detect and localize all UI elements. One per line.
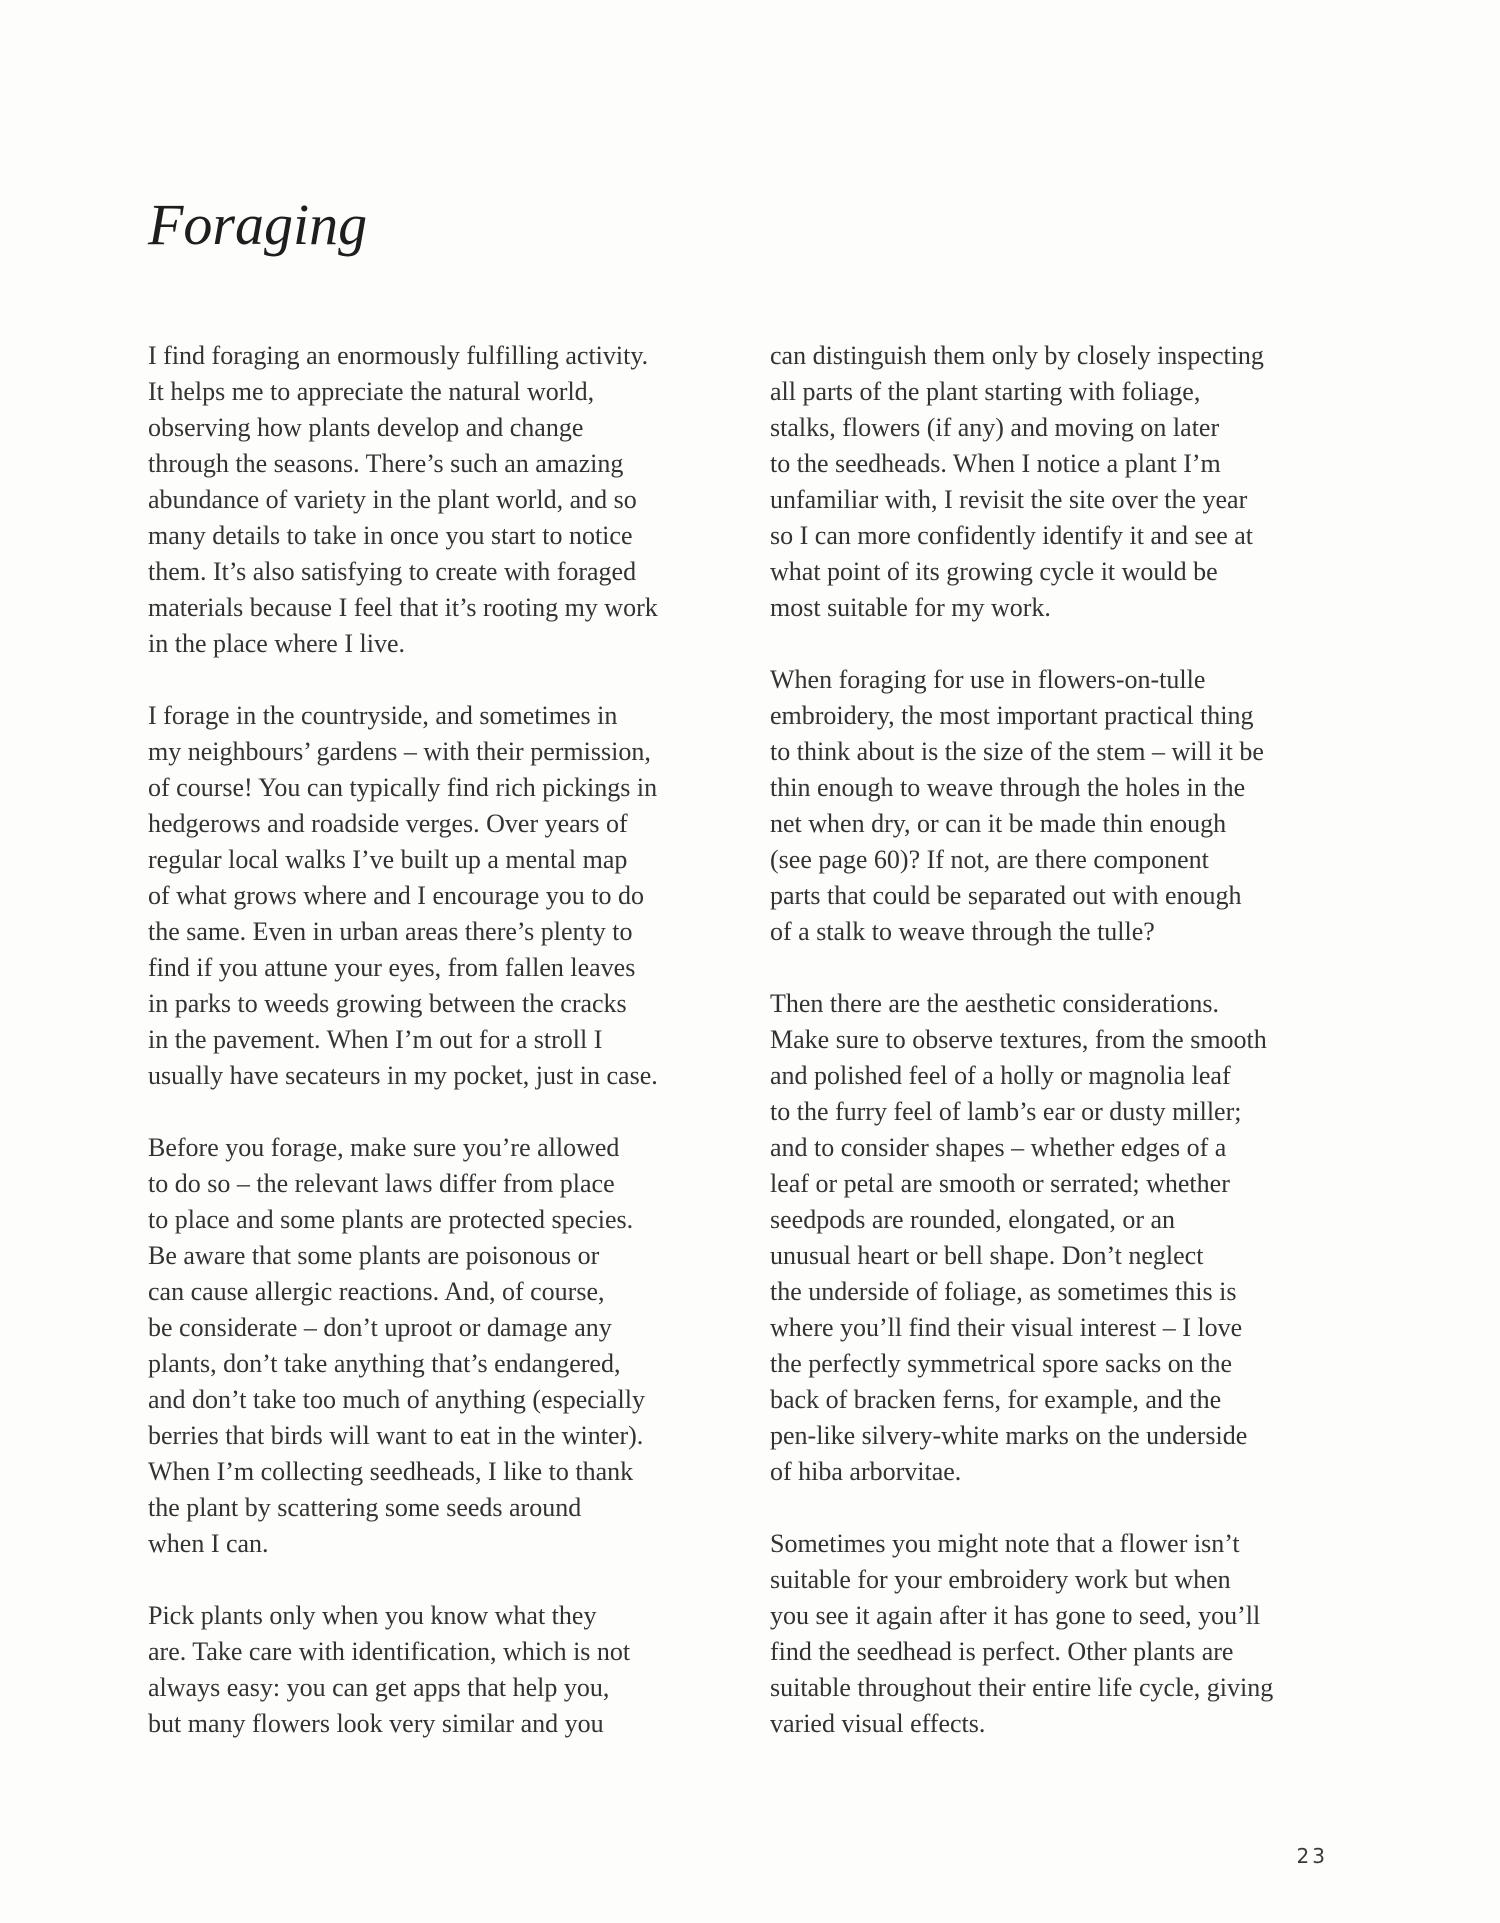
paragraph: Before you forage, make sure you’re allowed to do so – the relevant laws differ from place to place and some plants are protected species. Be aware that some plants are poisonous or can cause allergic reactions. And, of course, be considerate – don’t uproot or damage any plants, don’t take anything that’s endangered, and don’t take too much of anything (especially berries that birds will want to eat in the winter). When I’m collecting seedheads, I like to thank the plant by scattering some seeds around when I can.	[148, 1133, 645, 1558]
left-column	[148, 338, 708, 1742]
paragraph: can distinguish them only by closely inspecting all parts of the plant starting with foliage, stalks, flowers (if any) and moving on later to the seedheads. When I notice a plant I’m unfamiliar with, I revisit the site over the year so I can more confidently identify it and see at what point of its growing cycle it would be most suitable for my work.	[770, 341, 1264, 622]
page-number: 23	[1296, 1844, 1328, 1868]
paragraph: Then there are the aesthetic considerations. Make sure to observe textures, from the smooth and polished feel of a holly or magnolia leaf to the furry feel of lamb’s ear or dusty miller; and to consider shapes – whether edges of a leaf or petal are smooth or serrated; whether seedpods are rounded, elongated, or an unusual heart or bell shape. Don’t neglect the underside of foliage, as sometimes this is where you’ll find their visual interest – I love the perfectly symmetrical spore sacks on the back of bracken ferns, for example, and the pen-like silvery-white marks on the underside of hiba arborvitae.	[770, 989, 1267, 1486]
paragraph: I find foraging an enormously fulfilling activity. It helps me to appreciate the natural world, observing how plants develop and change through the seasons. There’s such an amazing abundance of variety in the plant world, and so many details to take in once you start to notice them. It’s also satisfying to create with foraged materials because I feel that it’s rooting my work in the place where I live.	[148, 341, 658, 658]
paragraph: Pick plants only when you know what they are. Take care with identification, which is not always easy: you can get apps that help you, but many flowers look very similar and you	[148, 1601, 631, 1738]
paragraph: I forage in the countryside, and sometimes in my neighbours’ gardens – with their permission, of course! You can typically find rich pickings in hedgerows and roadside verges. Over years of regular local walks I’ve built up a mental map of what grows where and I encourage you to do the same. Even in urban areas there’s plenty to find if you attune your eyes, from fallen leaves in parks to weeds growing between the cracks in the pavement. When I’m out for a stroll I usually have secateurs in my pocket, just in case.	[148, 701, 658, 1090]
right-column	[770, 338, 1330, 1742]
page-title: Foraging	[148, 192, 368, 257]
paragraph: When foraging for use in flowers-on-tulle embroidery, the most important practical thing to think about is the size of the stem – will it be thin enough to weave through the holes in the net when dry, or can it be made thin enough (see page 60)? If not, are there component parts that could be separated out with enough of a stalk to weave through the tulle?	[770, 665, 1264, 946]
paragraph: Sometimes you might note that a flower isn’t suitable for your embroidery work but when you see it again after it has gone to seed, you’ll find the seedhead is perfect. Other plants are suitable throughout their entire life cycle, giving varied visual effects.	[770, 1529, 1274, 1738]
